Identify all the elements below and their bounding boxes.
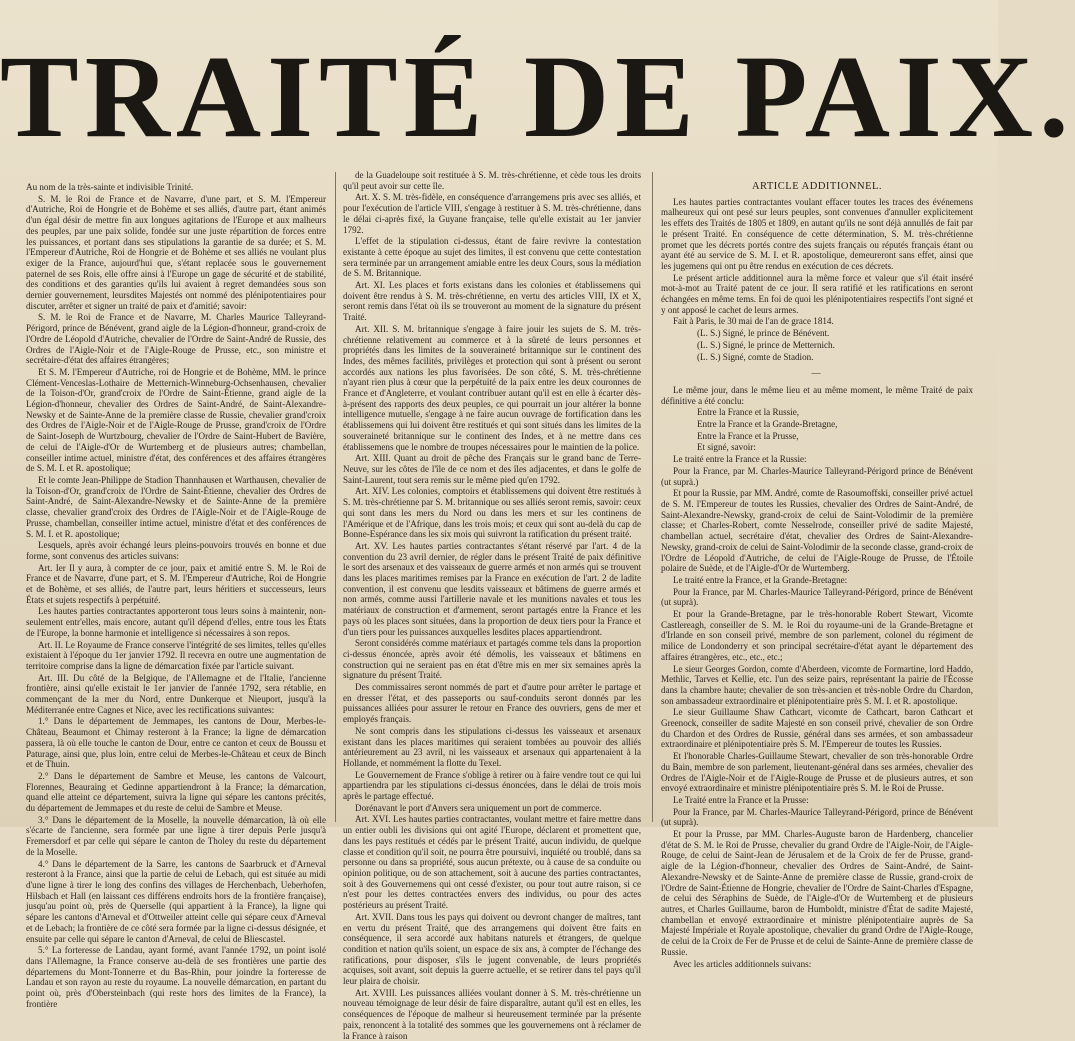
column-3 xyxy=(661,170,973,969)
paragraph: Art. XI. Les places et forts existans dans les colonies et établissemens qui doivent être rendus à S. M. très-chrétienne, en vertu des articles VIII, IX et X, seront remis dans l'état où ils se trouveront au moment de la signature du présent Traité. xyxy=(343,280,641,323)
paragraph: Le sieur Guillaume Shaw Cathcart, vicomte de Cathcart, baron Cathcart et Greenock, conseiller de sadite Majesté en son conseil privé, chevalier de son Ordre du Chardon et des Ordres de Russie, général dans ses armées, et son ambassadeur extraordinaire et plénipotentiaire près S. M. l'Empereur de toutes les Russies. xyxy=(661,707,973,750)
paragraph: 3.° Dans le département de la Moselle, la nouvelle démarcation, là où elle s'écarte de l'ancienne, sera formée par une ligne à tirer depuis Perle jusqu'à Fremersdorf et par celle qui sépare le canton de Tholey du reste du département de la Moselle. xyxy=(26,814,326,857)
paragraph: Art. XVIII. Les puissances alliées voulant donner à S. M. très-chrétienne un nouveau témoignage de leur désir de faire disparaître, autant qu'il est en elles, les conséquences de l'époque de malheur si heureusement terminée par la présente paix, renoncent à la totalité des sommes que les gouvernemens ont à réclamer de la France à raison xyxy=(343,987,641,1041)
between-line: Et signé, savoir: xyxy=(697,442,756,453)
paragraph: Et pour la Russie, par MM. André, comte de Rasoumoffski, conseiller privé actuel de S. M. l'Empereur de toutes les Russies, chevalier des Ordres de Saint-André, de Saint-Alexandre-Newsky, grand-croix de celui de Saint-Volodimir de la première classe; et Charles-Robert, comte Nesselrode, conseiller privé de sadite Majesté, chambellan actuel, secrétaire d'état, chevalier des Ordres de Saint-Alexandre-Newsky, grand-croix de celui de Saint-Volodimir de la seconde classe, grand-croix de l'Ordre de Léopold d'Autriche, de celui de l'Aigle-Rouge de Prusse, de l'Étoile polaire de Suède, et de l'Aigle-d'Or de Wurtemberg. xyxy=(661,488,973,574)
paragraph: 5.° La forteresse de Landau, ayant formé, avant l'année 1792, un point isolé dans l'Allemagne, la France conserve au-delà de ses frontières une partie des départemens du Mont-Tonnerre et du Bas-Rhin, pour joindre la forteresse de Landau et son rayon au reste du royaume. La nouvelle démarcation, en partant du point où, près d'Obersteinbach (qui reste hors des limites de la France), la frontière xyxy=(26,945,326,1009)
paragraph: Art. XIII. Quant au droit de pêche des Français sur le grand banc de Terre-Neuve, sur les côtes de l'île de ce nom et des îles adjacentes, et dans le golfe de Saint-Laurent, tout sera remis sur le même pied qu'en 1792. xyxy=(343,453,641,485)
signature-line: (L. S.) Signé, le prince de Bénévent. xyxy=(697,328,830,339)
paragraph: Seront considérés comme matériaux et partagés comme tels dans la proportion ci-dessus énoncée, après avoir été démolis, les vaisseaux et bâtimens en construction qui ne seraient pas en état d'être mis en mer six semaines après la signature du présent Traité. xyxy=(343,638,641,681)
additional-article-heading: ARTICLE ADDITIONNEL. xyxy=(751,181,883,192)
paragraph: Et pour la Grande-Bretagne, par le très-honorable Robert Stewart, Vicomte Castlereagh, conseiller de S. M. le Roi du royaume-uni de la Grande-Bretagne et d'Irlande en son conseil privé, membre de son parlement, colonel du régiment de milice de Londonderry et son principal secrétaire-d'état ayant le département des affaires étrangères, etc., etc., etc.; xyxy=(661,609,973,662)
signature-line: (L. S.) Signé, comte de Stadion. xyxy=(697,351,814,362)
paragraph: Art. III. Du côté de la Belgique, de l'Allemagne et de l'Italie, l'ancienne frontière, ainsi qu'elle existait le 1er janvier de l'année 1792, sera rétablie, en commençant de la mer du Nord, entre Dunkerque et Nieuport, jusqu'à la Méditerranée entre Cagnes et Nice, avec les rectifications suivantes: xyxy=(26,672,326,715)
column-1 xyxy=(26,170,326,1009)
paragraph: Avec les articles additionnels suivans: xyxy=(673,958,812,969)
paragraph: Le traité entre la France et la Russie: xyxy=(673,454,807,465)
paragraph: Art. Ier Il y aura, à compter de ce jour, paix et amitié entre S. M. le Roi de France et de Navarre, d'une part, et S. M. l'Empereur d'Autriche, Roi de Hongrie et de Bohème, et ses alliés, de l'autre part, leurs héritiers et successeurs, leurs États et sujets respectifs à perpétuité. xyxy=(26,562,326,605)
paragraph: Le même jour, dans le même lieu et au même moment, le même Traité de paix définitive a été conclu: xyxy=(661,384,973,406)
paragraph: 1.° Dans le département de Jemmapes, les cantons de Dour, Merbes-le-Château, Beaumont et Chimay resteront à la France; la ligne de démarcation passera, là où elle touche le canton de Dour, entre ce canton et ceux de Boussu et Paturage, ainsi que, plus loin, entre celui de Merbes-le-Château et ceux de Binch et de Thuin. xyxy=(26,716,326,770)
between-line: Entre la France et la Grande-Bretagne, xyxy=(697,419,838,430)
paragraph: Art. X. S. M. très-fidèle, en conséquence d'arrangemens pris avec ses alliés, et pour l'exécution de l'article VIII, s'engage à restituer à S. M. très-chrétienne, dans le délai ci-après fixé, la Guyane française, telle qu'elle existait au 1er janvier 1792. xyxy=(343,192,641,235)
paragraph: Les hautes parties contractantes voulant effacer toutes les traces des événemens malheureux qui ont pesé sur leurs peuples, sont convenues d'annuller explicitement les effets des Traités de 1805 et 1809, en autant qu'ils ne sont déjà annullés de fait par le présent Traité. En conséquence de cette détermination, S. M. très-chrétienne promet que les décrets portés contre des sujets français ou réputés français étant ou ayant été au service de S. M. I. et R. apostolique, demeureront sans effet, ainsi que les jugemens qui ont pu être rendus en exécution de ces décrets. xyxy=(661,196,973,271)
signature-line: (L. S.) Signé, le prince de Metternich. xyxy=(697,339,835,350)
paragraph: Pour la France, par M. Charles-Maurice Talleyrand-Périgord prince de Bénévent (ut suprà.) xyxy=(661,465,973,487)
column-3-continuation xyxy=(661,454,973,969)
paragraph: Le traité entre la France, et la Grande-Bretagne: xyxy=(673,574,848,585)
paragraph: Pour la France, par M. Charles-Maurice Talleyrand-Périgord, prince de Bénévent (ut suprà). xyxy=(661,806,973,828)
paragraph: Dorénavant le port d'Anvers sera uniquement un port de commerce. xyxy=(355,802,602,813)
paragraph: Pour la France, par M. Charles-Maurice Talleyrand-Périgord, prince de Bénévent (ut suprà). xyxy=(661,586,973,608)
paragraph: Et S. M. l'Empereur d'Autriche, roi de Hongrie et de Bohème, MM. le prince Clément-Venceslas-Lothaire de Metternich-Winneburg-Ochsenhausen, chevalier de la Toison-d'Or, grand'croix de l'Ordre de Saint-Étienne, grand aigle de la Légion-d'honneur, chevalier des Ordres de Saint-André, de Saint-Alexandre-Newsky et de Sainte-Anne de la première classe de Russie, chevalier grand'croix des Ordres de l'Aigle-Noir et de l'Aigle-Rouge de Prusse, grand'croix de l'Ordre de Saint-Joseph de Wurtzbourg, chevalier de l'Ordre de Saint-Hubert de Bavière, de celui de l'Aigle-d'Or de Wurtemberg et de plusieurs autres; chambellan, conseiller intime actuel, ministre d'état, des conférences et des affaires étrangères de S. M. I. et R. apostolique; xyxy=(26,366,326,474)
paragraph: S. M. le Roi de France et de Navarre, d'une part, et S. M. l'Empereur d'Autriche, Roi de Hongrie et de Bohème et ses alliés, d'autre part, étant animés d'un égal désir de mettre fin aux longues agitations de l'Europe et aux malheurs des peuples, par une paix solide, fondée sur une juste répartition de forces entre les puissances, et portant dans ses stipulations la garantie de sa durée; et S. M. l'Empereur d'Autriche, Roi de Hongrie et de Bohème et ses alliés ne voulant plus exiger de la France, aujourd'hui que, s'étant replacée sous le gouvernement paternel de ses Rois, elle offre ainsi à l'Europe un gage de sécurité et de stabilité, des conditions et des garanties qu'ils lui avaient à regret demandées sous son dernier gouvernement, leursdites Majestés ont nommé des plénipotentiaires pour discuter, arrêter et signer un traité de paix et d'amitié; savoir: xyxy=(26,193,326,311)
between-line: Entre la France et la Russie, xyxy=(697,407,800,418)
paragraph: Art. XV. Les hautes parties contractantes s'étant réservé par l'art. 4 de la convention du 23 avril dernier, de régler dans le présent Traité de paix définitive le sort des arsenaux et des vaisseaux de guerre armés et non armés qui se trouvent dans les places maritimes remises par la France en exécution de l'art. 2 de ladite convention, il est convenu que lesdits vaisseaux et bâtimens de guerre armés et non armés, comme aussi l'artillerie navale et les munitions navales et tous les matériaux de construction et d'armement, seront partagés entre la France et les pays où les places sont situées, dans la proportion de deux tiers pour la France et d'un tiers pour les puissances auxquelles lesdites places appartiendront. xyxy=(343,540,641,637)
paragraph: Le sieur Georges Gordon, comte d'Aberdeen, vicomte de Formartine, lord Haddo, Methlic, Tarves et Kellie, etc. l'un des seize pairs, représentant la pairie de l'Écosse dans la chambre haute; chevalier de son très-ancien et très-noble Ordre du Chardon, son ambassadeur extraordinaire et plénipotentiaire près S. M. I. et R. apostolique. xyxy=(661,663,973,706)
paragraph: Art. XVI. Les hautes parties contractantes, voulant mettre et faire mettre dans un entier oubli les divisions qui ont agité l'Europe, déclarent et promettent que, dans les pays restitués et cédés par le présent Traité, aucun individu, de quelque classe et condition qu'il soit, ne pourra être poursuivi, inquiété ou troublé, dans sa personne ou dans sa propriété, sous aucun prétexte, ou à cause de sa conduite ou opinion politique, ou de son attachement, soit à aucune des parties contractantes, soit à des Gouvernemens qui ont cessé d'exister, ou pour tout autre raison, si ce n'est pour les dettes contractées envers des individus, ou pour des actes postérieurs au présent Traité. xyxy=(343,814,641,911)
paragraph: Art. XII. S. M. britannique s'engage à faire jouir les sujets de S. M. très-chrétienne relativement au commerce et à la sûreté de leurs personnes et propriétés dans les limites de la souveraineté britannique sur le continent des Indes, des mêmes facilités, privilèges et protection qui sont à présent ou seront accordés aux nations les plus favorisées. De son côté, S. M. très-chrétienne n'ayant rien plus à cœur que la perpétuité de la paix entre les deux couronnes de France et d'Angleterre, et voulant contribuer autant qu'il est en elle à écarter dès-à-présent des rapports des deux peuples, ce qui pourrait un jour altérer la bonne intelligence mutuelle, s'engage à ne faire aucun ouvrage de fortification dans les établissemens qui lui doivent être restitués et qui sont situés dans les limites de la souveraineté britannique sur le continent des Indes, et à ne mettre dans ces établissemens que le nombre de troupes nécessaires pour le maintien de la police. xyxy=(343,323,641,452)
paragraph: Des commissaires seront nommés de part et d'autre pour arrêter le partage et en dresser l'état, et des passeports ou sauf-conduits seront donnés par les puissances alliées pour assurer le retour en France des ouvriers, gens de mer et employés français. xyxy=(343,682,641,725)
paragraph: Ne sont compris dans les stipulations ci-dessus les vaisseaux et arsenaux existant dans les places maritimes qui seraient tombées au pouvoir des alliés antérieurement au 23 avril, ni les vaisseaux et arsenaux qui appartenaient à la Hollande, et nommément la flotte du Texel. xyxy=(343,725,641,768)
paragraph: Art. XVII. Dans tous les pays qui doivent ou devront changer de maîtres, tant en vertu du présent Traité, que des arrangemens qui doivent être faits en conséquence, il sera accordé aux habitans naturels et étrangers, de quelque condition et nation qu'ils soient, un espace de six ans, à compter de l'échange des ratifications, pour disposer, s'ils le jugent convenable, de leurs propriétés acquises, soit avant, soit depuis la guerre actuelle, et se retirer dans tel pays qu'il leur plaira de choisir. xyxy=(343,911,641,987)
between-line: Entre la France et la Prusse, xyxy=(697,430,799,441)
paragraph: S. M. le Roi de France et de Navarre, M. Charles Maurice Talleyrand-Périgord, prince de Bénévent, grand aigle de la Légion-d'honneur, grand-croix de l'Ordre de Léopold d'Autriche, chevalier de l'Ordre de Saint-André de Russie, des Ordres de l'Aigle-Noir et de l'Aigle-Rouge de Prusse, etc., son ministre et secrétaire-d'état des affaires étrangères; xyxy=(26,312,326,366)
column-divider xyxy=(652,172,653,822)
paragraph: Les hautes parties contractantes apporteront tous leurs soins à maintenir, non-seulement entr'elles, mais encore, autant qu'il dépend d'elles, entre tous les États de l'Europe, la bonne harmonie et intelligence si nécessaires à son repos. xyxy=(26,606,326,638)
paragraph: Le présent article additionnel aura la même force et valeur que s'il était inséré mot-à-mot au Traité patent de ce jour. Il sera ratifié et les ratifications en seront échangées en même tems. En foi de quoi les plénipotentiaires respectifs l'ont signé et y ont apposé le cachet de leurs armes. xyxy=(661,272,973,315)
paragraph: Et le comte Jean-Philippe de Stadion Thannhausen et Warthausen, chevalier de la Toison-d'Or, grand'croix de l'Ordre de Saint-Étienne, chevalier des Ordres de Saint-André, de Saint-Alexandre-Newsky et de Sainte-Anne de la première classe, chevalier grand'croix des Ordres de l'Aigle-Noir et de l'Aigle-Rouge de Prusse, chambellan, conseiller intime actuel, ministre d'état et des conférences de S. M. I. et R. apostolique; xyxy=(26,474,326,539)
paragraph: Lesquels, après avoir échangé leurs pleins-pouvoirs trouvés en bonne et due forme, sont convenus des articles suivans: xyxy=(26,540,326,561)
date-line: Fait à Paris, le 30 mai de l'an de grace 1814. xyxy=(673,316,834,327)
column-2 xyxy=(343,170,642,1041)
column-divider xyxy=(335,172,336,822)
document-title: TRAITÉ DE PAIX. xyxy=(0,31,1075,162)
paragraph: 2.° Dans le département de Sambre et Meuse, les cantons de Valcourt, Florennes, Beauraing et Gedinne appartiendront à la France; la démarcation, quand elle atteint ce département, suivra la ligne qui sépare les cantons précités, du département de Jemmapes et du reste de celui de Sambre et Meuse. xyxy=(26,770,326,814)
paragraph: de la Guadeloupe soit restituée à S. M. très-chrétienne, et cède tous les droits qu'il peut avoir sur cette île. xyxy=(343,170,641,191)
paragraph: 4.° Dans le département de la Sarre, les cantons de Saarbruck et d'Arneval resteront à la France, ainsi que la partie de celui de Lebach, qui est située au midi d'une ligne à tirer le long des confins des villages de Herchenbach, Ueberhofen, Hilsbach et Hall (en laissant ces différens endroits hors de la frontière française), jusqu'au point où, près de Querselle (qui appartient à la France), la ligne qui sépare les cantons d'Arneval et d'Ottweiler atteint celle qui sépare ceux d'Arneval et de Lebach; la frontière de ce côté sera formée par la ligne ci-dessus désignée, et ensuite par celle qui sépare le canton d'Arneval, de celui de Bliescastel. xyxy=(26,858,326,944)
paragraph: Au nom de la très-sainte et indivisible Trinité. xyxy=(26,182,194,192)
paragraph: Et l'honorable Charles-Guillaume Stewart, chevalier de son très-honorable Ordre du Bain, membre de son parlement, lieutenant-général dans ses armées, chevalier des Ordres de l'Aigle-Noir et de l'Aigle-Rouge de Prusse et de plusieurs autres, et son envoyé extraordinaire et ministre plénipotentiaire près S. M. le Roi de Prusse. xyxy=(661,751,973,794)
paragraph: Le Traité entre la France et la Prusse: xyxy=(673,794,809,805)
paragraph: Art. II. Le Royaume de France conserve l'intégrité de ses limites, telles qu'elles existaient à l'époque du 1er janvier 1792. Il recevra en outre une augmentation de territoire comprise dans la ligne de démarcation fixée par l'article suivant. xyxy=(26,639,326,671)
paragraph: Art. XIV. Les colonies, comptoirs et établissemens qui doivent être restitués à S. M. très-chrétienne par S. M. britannique ou ses alliés seront remis, savoir: ceux qui sont dans les mers du Nord ou dans les mers et sur les continens de l'Amérique et de l'Afrique, dans les trois mois; et ceux qui sont au-delà du cap de Bonne-Espérance dans les six mois qui suivront la ratification du présent traité. xyxy=(343,486,642,540)
paragraph: L'effet de la stipulation ci-dessus, étant de faire revivre la contestation existante à cette époque au sujet des limites, il est convenu que cette contestation sera terminée par un arrangement amiable entre les deux Cours, sous la médiation de S. M. Britannique. xyxy=(343,236,641,279)
paragraph: Et pour la Prusse, par MM. Charles-Auguste baron de Hardenberg, chancelier d'état de S. M. le Roi de Prusse, chevalier du grand Ordre de l'Aigle-Noir, de l'Aigle-Rouge, de celui de Saint-Jean de Jérusalem et de la Croix de fer de Prusse, grand-aigle de la Légion-d'honneur, chevalier des Ordres de Saint-André, de Saint-Alexandre-Newsky et de Sainte-Anne de première classe de Russie, grand-croix de l'Ordre de Saint-Étienne de Hongrie, chevalier de l'Ordre de Saint-Charles d'Espagne, de celui des Séraphins de Suède, de l'Aigle-d'Or de Wurtemberg et de plusieurs autres, et Charles Guillaume, baron de Humboldt, ministre d'État de sadite Majesté, chambellan et envoyé extraordinaire et ministre plénipotentiaire auprès de Sa Majesté Impériale et Royale apostolique, chevalier du grand Ordre de l'Aigle-Rouge, de celui de la Croix de Fer de Prusse et de celui de Sainte-Anne de première classe de Russie. xyxy=(661,829,973,957)
paragraph: Le Gouvernement de France s'oblige à retirer ou à faire vendre tout ce qui lui appartiendra par les stipulations ci-dessus énoncées, dans le délai de trois mois après le partage effectué. xyxy=(343,769,641,802)
separator: — xyxy=(811,368,823,379)
